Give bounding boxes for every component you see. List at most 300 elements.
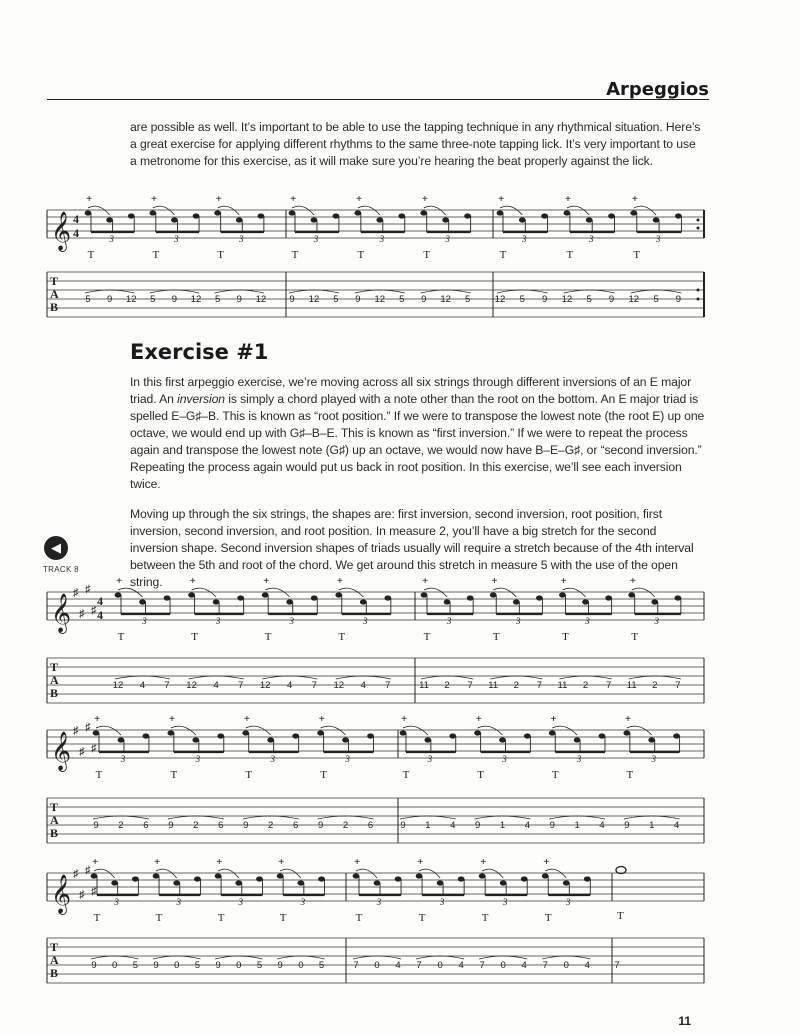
tap-letter: T: [617, 910, 624, 922]
tab-fret-number: 5: [150, 294, 156, 305]
triplet-marker: 3: [300, 897, 306, 907]
tab-slur: [475, 816, 531, 819]
tap-letter: T: [355, 912, 363, 924]
tab-fret-number: 4: [599, 820, 605, 831]
note-head: [354, 210, 361, 215]
note-head: [500, 880, 507, 885]
whole-note-head: [616, 867, 626, 874]
tab-slur: [93, 816, 149, 819]
note-head: [286, 599, 293, 604]
note-head: [416, 873, 423, 878]
tap-letter: T: [291, 249, 299, 261]
triplet-marker: 3: [502, 754, 507, 764]
note-head: [132, 876, 139, 881]
tab-fret-number: 0: [236, 960, 242, 971]
tap-marker: +: [154, 856, 161, 868]
tap-letter: T: [152, 249, 160, 261]
tab-slur: [490, 676, 542, 679]
tab-fret-number: 9: [171, 294, 178, 305]
note-head: [479, 873, 486, 878]
note-head: [497, 210, 504, 215]
triplet-marker: 3: [120, 754, 126, 764]
tab-fret-number: 9: [675, 294, 682, 305]
note-head: [173, 880, 180, 885]
time-sig-top: 4: [97, 594, 103, 608]
note-head: [437, 880, 444, 885]
tab-clef-letter: A: [50, 673, 59, 687]
tab-slur: [262, 676, 317, 679]
note-head: [559, 592, 566, 597]
note-head: [376, 217, 383, 222]
tap-letter: T: [423, 631, 431, 643]
tab-fret-number: 0: [374, 960, 380, 971]
note-head: [653, 217, 660, 222]
sharp-sign: ♯: [85, 864, 91, 877]
note-head: [192, 737, 199, 742]
tab-fret-number: 12: [374, 294, 386, 305]
note-head: [398, 213, 405, 218]
note-head: [236, 217, 243, 222]
tab-fret-number: 7: [385, 680, 391, 691]
tab-fret-number: 9: [243, 820, 249, 831]
slur: [321, 726, 346, 735]
tab-fret-number: 5: [215, 294, 221, 305]
slur: [96, 726, 121, 735]
triplet-marker: 3: [174, 234, 179, 244]
triplet-marker: 3: [654, 616, 660, 626]
inversion-term: inversion: [177, 392, 225, 406]
triplet-marker: 3: [270, 754, 275, 764]
tab-fret-number: 7: [479, 960, 485, 971]
tab-fret-number: 4: [524, 820, 531, 831]
tab-fret-number: 2: [444, 680, 450, 691]
note-head: [424, 737, 431, 742]
triplet-marker: 3: [651, 754, 656, 764]
note-head: [563, 880, 570, 885]
repeat-dot: [697, 298, 700, 301]
triplet-marker: 3: [289, 616, 294, 626]
tab-fret-number: 1: [574, 820, 580, 831]
sharp-sign: ♯: [79, 889, 85, 901]
note-head: [651, 599, 658, 604]
tap-letter: T: [551, 769, 559, 781]
tab-fret-number: 0: [112, 960, 118, 971]
sharp-sign: ♯: [79, 608, 85, 620]
tab-fret-number: 11: [488, 680, 499, 691]
note-head: [499, 737, 506, 742]
note-head: [164, 595, 171, 600]
tap-marker: +: [629, 575, 636, 587]
triplet-marker: 3: [215, 616, 221, 626]
paragraph-1-part-b: is simply a chord played with a note other than the root on the bottom. An E major triad is spelled E–G♯–B. This is known as “root position.” If we were to transpose the lowest note (the root E) up one octave, we would end up with G♯–B–E. This is known as “first inversion.” If we were to repeat the process again and transpose the lowest note (G♯) up an octave, we would now have B–E–G♯, or “second inversion.” Repeating the process again would put us back in root position. In this exercise, we’ll see each inversion twice.: [130, 392, 705, 491]
note-head: [490, 592, 497, 597]
tap-letter: T: [357, 249, 365, 261]
tap-marker: +: [491, 575, 498, 587]
tab-fret-number: 11: [419, 680, 429, 691]
tab-fret-number: 9: [541, 294, 548, 305]
tab-fret-number: 12: [494, 294, 506, 305]
tab-fret-number: 5: [132, 960, 139, 971]
tab-fret-number: 4: [673, 820, 680, 831]
tap-marker: +: [336, 575, 344, 587]
tap-marker: +: [401, 713, 408, 725]
tap-letter: T: [402, 769, 410, 781]
note-head: [420, 210, 427, 215]
note-head: [675, 213, 682, 218]
tab-fret-number: 9: [93, 820, 99, 831]
note-head: [149, 210, 156, 215]
note-head: [464, 213, 471, 218]
note-head: [193, 213, 200, 218]
tab-slur: [115, 676, 170, 679]
tab-fret-number: 12: [186, 680, 197, 691]
treble-clef: 𝄞: [51, 595, 72, 632]
paragraph-1-part-a: In this first arpeggio exercise, we’re moving across all six strings through different inversions of an E major triad. An: [130, 375, 692, 406]
note-head: [536, 595, 543, 600]
slur: [627, 726, 652, 735]
time-sig-bottom: 4: [73, 226, 79, 240]
triplet-marker: 3: [142, 616, 147, 626]
tab-fret-number: 11: [626, 680, 637, 691]
note-head: [167, 730, 174, 735]
triplet-marker: 3: [445, 234, 450, 244]
sharp-sign: ♯: [73, 587, 79, 599]
tab-fret-number: 1: [425, 820, 431, 831]
tab-fret-number: 9: [421, 294, 427, 305]
tab-fret-number: 4: [458, 960, 464, 971]
tab-slur: [91, 956, 138, 959]
tap-letter: T: [418, 912, 426, 924]
triplet-marker: 3: [238, 897, 244, 907]
triplet-marker: 3: [522, 234, 527, 244]
note-head: [143, 733, 150, 738]
note-head: [474, 730, 481, 735]
sharp-sign: ♯: [91, 885, 97, 898]
note-head: [188, 592, 195, 597]
tab-fret-number: 9: [106, 294, 113, 305]
tab-fret-number: 9: [91, 960, 97, 971]
tab-fret-number: 12: [259, 680, 271, 691]
note-head: [374, 880, 381, 885]
track-label: TRACK 8: [43, 565, 79, 574]
tab-clef-letter: A: [50, 813, 59, 827]
repeat-dot: [697, 227, 700, 230]
exercise-paragraph-2: Moving up through the six strings, the shapes are: first inversion, second inversion, root position, first inversion, second inversion, and root position. In measure 2, you’ll have a big stretch for the second inversion shape. Second inversion shapes of triads usually will require a stretch because of the 4th interval between the 5th and root of the chord. We get around this stretch in measure 5 with the use of the open string.: [130, 507, 694, 589]
tap-letter: T: [423, 249, 431, 261]
tab-fret-number: 4: [450, 820, 456, 831]
tab-fret-number: 0: [437, 960, 443, 971]
tap-letter: T: [631, 631, 639, 643]
tab-fret-number: 9: [400, 820, 406, 831]
tap-letter: T: [338, 631, 346, 643]
tab-slur: [559, 676, 611, 679]
tab-fret-number: 4: [139, 680, 146, 691]
slur: [339, 588, 364, 597]
tab-fret-number: 12: [112, 680, 124, 691]
tab-clef-letter: T: [50, 800, 59, 814]
tap-letter: T: [477, 769, 484, 781]
note-head: [353, 873, 360, 878]
note-head: [630, 210, 637, 215]
tab-fret-number: 7: [353, 960, 359, 971]
slur: [403, 726, 428, 735]
note-head: [360, 599, 367, 604]
tap-letter: T: [566, 249, 574, 261]
triplet-marker: 3: [363, 616, 368, 626]
note-head: [458, 876, 465, 881]
tap-letter: T: [562, 631, 569, 643]
tab-fret-number: 4: [584, 960, 590, 971]
tap-marker: +: [263, 575, 270, 587]
slur: [118, 588, 143, 597]
tap-letter: T: [191, 631, 198, 643]
note-head: [118, 737, 125, 742]
triplet-marker: 3: [588, 234, 594, 244]
note-head: [648, 737, 655, 742]
treble-clef: 𝄞: [51, 213, 72, 250]
tab-fret-number: 7: [675, 680, 681, 691]
tab-fret-number: 5: [519, 294, 525, 305]
note-head: [333, 213, 340, 218]
tab-fret-number: 4: [521, 960, 527, 971]
tap-marker: +: [243, 713, 251, 725]
tap-marker: +: [480, 856, 487, 868]
tab-fret-number: 5: [194, 960, 201, 971]
note-head: [256, 876, 263, 881]
triplet-marker: 3: [239, 234, 244, 244]
tap-letter: T: [93, 912, 101, 924]
note-head: [524, 733, 531, 738]
repeat-dot: [697, 219, 700, 222]
tap-marker: +: [624, 713, 632, 725]
tab-fret-number: 0: [563, 960, 569, 971]
triplet-marker: 3: [566, 897, 571, 907]
tap-letter: T: [87, 249, 95, 261]
tap-marker: +: [116, 575, 123, 587]
tap-letter: T: [117, 631, 125, 643]
triplet-marker: 3: [114, 897, 119, 907]
tab-fret-number: 6: [143, 820, 149, 831]
tab-slur: [624, 816, 680, 819]
tap-letter: T: [217, 249, 225, 261]
sharp-sign: ♯: [91, 604, 97, 617]
note-head: [93, 730, 100, 735]
note-head: [367, 733, 374, 738]
tap-letter: T: [170, 769, 178, 781]
tab-fret-number: 7: [311, 680, 317, 691]
tab-fret-number: 12: [333, 680, 345, 691]
tab-fret-number: 6: [293, 820, 299, 831]
tab-fret-number: 12: [561, 294, 573, 305]
tab-fret-number: 7: [605, 680, 612, 691]
tab-fret-number: 9: [317, 820, 324, 831]
tap-letter: T: [95, 769, 103, 781]
triplet-marker: 3: [427, 754, 433, 764]
triplet-marker: 3: [109, 234, 114, 244]
tap-marker: +: [150, 193, 158, 205]
note-head: [297, 880, 304, 885]
tab-slur: [318, 816, 374, 819]
note-head: [521, 876, 528, 881]
triplet-marker: 3: [446, 616, 452, 626]
tab-fret-number: 5: [85, 294, 91, 305]
tab-fret-number: 9: [168, 820, 174, 831]
triplet-marker: 3: [313, 234, 319, 244]
note-head: [674, 595, 681, 600]
tab-clef-letter: B: [50, 686, 59, 700]
tab-fret-number: 9: [355, 294, 361, 305]
intro-paragraph: are possible as well. It’s important to be able to use the tapping technique in any rhythmical situation. Here’s a great exercise for applying different rhythms to the same three-note tapping lick. It’s very important to use a metronome for this exercise, as it will make sure you’re hearing the beat properly against the lick.: [130, 120, 701, 168]
tab-clef-letter: A: [50, 953, 59, 967]
tab-slur: [542, 956, 590, 959]
note-head: [444, 599, 451, 604]
tab-fret-number: 6: [367, 820, 374, 831]
note-head: [213, 599, 220, 604]
note-head: [574, 737, 581, 742]
note-head: [242, 730, 249, 735]
tab-fret-number: 7: [542, 960, 548, 971]
tab-fret-number: 5: [256, 960, 263, 971]
note-head: [171, 217, 178, 222]
tap-marker: +: [498, 193, 505, 205]
tab-slur: [153, 956, 200, 959]
page-number: 11: [678, 1014, 691, 1028]
tap-marker: +: [417, 856, 424, 868]
tap-marker: +: [318, 713, 325, 725]
triplet-marker: 3: [516, 616, 521, 626]
tap-marker: +: [278, 856, 285, 868]
tab-fret-number: 9: [474, 820, 481, 831]
note-head: [257, 213, 264, 218]
triplet-marker: 3: [379, 234, 385, 244]
tap-marker: +: [564, 193, 572, 205]
tab-fret-number: 9: [624, 820, 630, 831]
treble-clef: 𝄞: [51, 876, 72, 913]
tap-letter: T: [492, 631, 500, 643]
tab-fret-number: 12: [190, 294, 202, 305]
tab-fret-number: 0: [500, 960, 506, 971]
tap-marker: +: [543, 856, 550, 868]
note-head: [673, 733, 680, 738]
tab-fret-number: 12: [308, 294, 320, 305]
note-head: [153, 873, 160, 878]
slur: [562, 588, 585, 597]
tab-fret-number: 6: [218, 820, 224, 831]
tab-slur: [549, 816, 605, 819]
note-head: [311, 217, 318, 222]
note-head: [628, 592, 635, 597]
tab-fret-number: 2: [652, 680, 658, 691]
tab-fret-number: 0: [298, 960, 304, 971]
sharp-sign: ♯: [91, 742, 97, 755]
tab-fret-number: 7: [416, 960, 422, 971]
tab-fret-number: 7: [536, 680, 543, 691]
tap-letter: T: [499, 249, 507, 261]
tab-fret-number: 12: [125, 294, 137, 305]
tab-fret-number: 2: [193, 820, 199, 831]
sharp-sign: ♯: [79, 746, 85, 758]
note-head: [395, 876, 402, 881]
note-head: [467, 595, 474, 600]
note-head: [342, 737, 349, 742]
triplet-marker: 3: [655, 234, 661, 244]
note-head: [442, 217, 449, 222]
tab-slur: [289, 290, 339, 293]
tab-fret-number: 5: [586, 294, 592, 305]
tap-marker: +: [189, 575, 196, 587]
note-head: [384, 595, 391, 600]
triplet-marker: 3: [195, 754, 201, 764]
tab-slur: [421, 676, 473, 679]
tab-slur: [189, 676, 244, 679]
tab-fret-number: 9: [277, 960, 283, 971]
tab-slur: [150, 290, 199, 293]
tap-marker: +: [550, 713, 557, 725]
tab-fret-number: 1: [499, 820, 506, 831]
tab-slur: [243, 816, 299, 819]
tab-fret-number: 5: [399, 294, 405, 305]
tab-clef-letter: T: [50, 940, 59, 954]
tap-letter: T: [245, 769, 253, 781]
tap-marker: +: [475, 713, 482, 725]
tab-fret-number: 4: [287, 680, 293, 691]
tab-fret-number: 1: [649, 820, 655, 831]
note-head: [605, 595, 612, 600]
sharp-sign: ♯: [73, 868, 79, 880]
triplet-marker: 3: [585, 616, 590, 626]
tab-fret-number: 4: [360, 680, 366, 691]
tab-slur: [631, 290, 682, 293]
note-head: [111, 880, 118, 885]
tap-marker: +: [94, 713, 101, 725]
tab-clef-letter: T: [50, 274, 59, 288]
audio-track-icon[interactable]: ◀: [44, 536, 68, 560]
tap-letter: T: [481, 912, 489, 924]
note-head: [421, 592, 428, 597]
tap-marker: +: [86, 193, 93, 205]
tab-slur: [629, 676, 681, 679]
tab-fret-number: 9: [153, 960, 159, 971]
exercise-title: Exercise #1: [130, 340, 269, 364]
note-head: [317, 730, 324, 735]
tap-letter: T: [544, 912, 552, 924]
note-head: [85, 210, 92, 215]
tab-fret-number: 9: [608, 294, 615, 305]
tap-letter: T: [320, 769, 327, 781]
sharp-sign: ♯: [73, 725, 79, 737]
note-head: [582, 599, 589, 604]
slur: [493, 588, 516, 597]
triplet-marker: 3: [576, 754, 582, 764]
tab-fret-number: 2: [513, 680, 519, 691]
tab-clef-letter: B: [50, 966, 59, 980]
sharp-sign: ♯: [85, 583, 91, 596]
note-head: [289, 210, 296, 215]
slur: [552, 726, 577, 735]
slur: [171, 726, 196, 735]
tap-letter: T: [155, 912, 163, 924]
tap-marker: +: [421, 193, 429, 205]
tap-letter: T: [264, 631, 272, 643]
tab-fret-number: 9: [289, 294, 295, 305]
tab-fret-number: 12: [628, 294, 640, 305]
treble-clef: 𝄞: [51, 733, 72, 770]
tab-fret-number: 12: [440, 294, 451, 305]
triplet-marker: 3: [439, 897, 445, 907]
note-head: [194, 876, 201, 881]
note-head: [106, 217, 113, 222]
note-head: [235, 880, 242, 885]
